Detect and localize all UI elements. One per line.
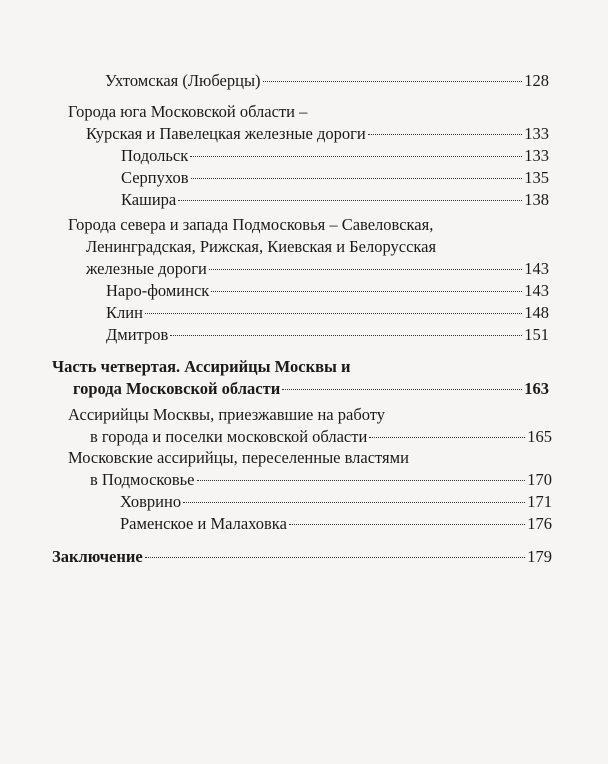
dot-leader	[209, 269, 522, 270]
toc-entry-title: железные дороги	[86, 259, 207, 278]
toc-entry-page: 143	[524, 259, 549, 278]
toc-heading-resettled: Московские ассирийцы, переселенные властями	[68, 448, 409, 467]
dot-leader	[170, 335, 522, 336]
toc-entry-title: в города и поселки московской области	[90, 427, 368, 446]
toc-entry-title: Раменское и Малаховка	[120, 514, 287, 533]
toc-entry-kashira	[121, 189, 549, 211]
toc-entry-page: 151	[524, 325, 549, 344]
toc-entry-naro-fominsk	[106, 280, 549, 302]
toc-entry-page: 133	[524, 146, 549, 165]
dot-leader	[263, 81, 523, 82]
toc-entry-commuters	[90, 426, 552, 448]
toc-entry-ukhtomskaya	[105, 70, 549, 92]
toc-entry-title: Наро-фоминск	[106, 281, 210, 300]
toc-entry-title: города Московской области	[73, 379, 281, 398]
dot-leader	[197, 480, 526, 481]
toc-entry-page: 163	[524, 379, 549, 398]
toc-entry-dmitrov	[106, 324, 549, 346]
toc-entry-title: Курская и Павелецкая железные дороги	[86, 124, 366, 143]
toc-part-four-heading: Часть четвертая. Ассирийцы Москвы и	[52, 357, 351, 376]
toc-entry-resettled	[90, 469, 552, 491]
toc-entry-title: Серпухов	[121, 168, 189, 187]
toc-entry-title: Ухтомская (Люберцы)	[105, 71, 261, 90]
toc-entry-part-four	[73, 378, 549, 400]
toc-entry-page: 128	[524, 71, 549, 90]
toc-heading-north-west-2: Ленинградская, Рижская, Киевская и Белорусская	[86, 237, 437, 256]
toc-entry-klin	[106, 302, 549, 324]
toc-entry-title: Дмитров	[106, 325, 169, 344]
toc-entry-page: 148	[524, 303, 549, 322]
toc-entry-title: Ховрино	[120, 492, 182, 511]
toc-entry-title: Подольск	[121, 146, 189, 165]
dot-leader	[191, 178, 523, 179]
toc-entry-title: Кашира	[121, 190, 177, 209]
toc-entry-page: 179	[527, 547, 552, 566]
toc-entry-title: в Подмосковье	[90, 470, 195, 489]
toc-entry-page: 138	[524, 190, 549, 209]
toc-heading-south: Города юга Московской области –	[68, 102, 308, 121]
toc-entry-conclusion	[52, 546, 552, 568]
dot-leader	[145, 557, 526, 558]
toc-entry-page: 135	[524, 168, 549, 187]
toc-heading-north-west-1: Города севера и запада Подмосковья – Савеловская,	[68, 215, 434, 234]
dot-leader	[289, 524, 525, 525]
toc-entry-page: 170	[527, 470, 552, 489]
toc-entry-ramenskoe	[120, 513, 552, 535]
toc-entry-page: 143	[524, 281, 549, 300]
dot-leader	[145, 313, 522, 314]
toc-entry-khovrino	[120, 491, 552, 513]
toc-entry-title: Клин	[106, 303, 143, 322]
toc-entry-page: 133	[524, 124, 549, 143]
toc-entry-north-west-railways	[86, 258, 549, 280]
toc-entry-south-railways	[86, 123, 549, 145]
toc-entry-serpukhov	[121, 167, 549, 189]
dot-leader	[282, 389, 522, 390]
dot-leader	[183, 502, 525, 503]
toc-entry-page: 176	[527, 514, 552, 533]
toc-entry-title: Заключение	[52, 547, 143, 566]
dot-leader	[190, 156, 522, 157]
toc-heading-commuters: Ассирийцы Москвы, приезжавшие на работу	[68, 405, 385, 424]
dot-leader	[211, 291, 522, 292]
dot-leader	[369, 437, 525, 438]
dot-leader	[368, 134, 523, 135]
toc-entry-podolsk	[121, 145, 549, 167]
toc-entry-page: 165	[527, 427, 552, 446]
dot-leader	[178, 200, 522, 201]
toc-entry-page: 171	[527, 492, 552, 511]
